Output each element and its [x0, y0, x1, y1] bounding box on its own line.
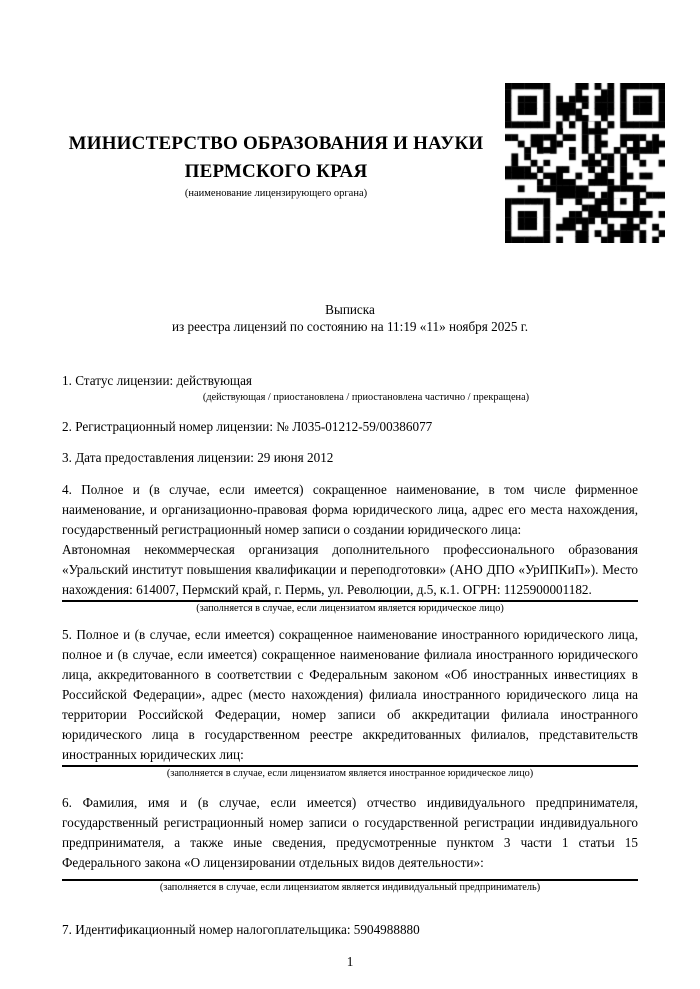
- item-5-foreign-entity-label: 5. Полное и (в случае, если имеется) сокращенное наименование иностранного юридического лица, полное и (в случае, если имеется) сокращенное наименование филиала иностранного юридического лица, аккредитованного в соответствии с Федеральным законом «Об иностранных инвестициях в Российской Федерации», адрес (место нахождения) филиала иностранного юридического лица на территории Российской Федерации, номер записи об аккредитации филиала иностранного юридического лица в государственном реестре аккредитованных филиалов, представительств иностранных юридических лиц:: [62, 627, 638, 762]
- item-2-registration-number: 2. Регистрационный номер лицензии: № Л035-01212-59/00386077: [62, 419, 433, 434]
- document-title-line1: Выписка: [325, 302, 375, 317]
- ministry-caption: (наименование лицензирующего органа): [184, 188, 368, 199]
- ministry-name-line1: МИНИСТЕРСТВО ОБРАЗОВАНИЯ И НАУКИ: [68, 133, 484, 154]
- item-3-license-date: 3. Дата предоставления лицензии: 29 июня 2012: [62, 450, 334, 465]
- item-1-license-status: 1. Статус лицензии: действующая: [62, 373, 253, 388]
- item-6-caption: (заполняется в случае, если лицензиатом является индивидуальный предприниматель): [159, 882, 541, 893]
- page-number: 1: [346, 954, 354, 969]
- item-4-legal-entity-value: Автономная некоммерческая организация дополнительного профессионального образования «Уральский институт повышения квалификации и переподготовки» (АНО ДПО «УрИПКиП»). Место нахождения: 614007, Пермский край, г. Пермь, ул. Революции, д.5, к.1. ОГРН: 1125900001182.: [62, 542, 638, 597]
- licensing-authority-block: [62, 130, 490, 200]
- ministry-name-line2: ПЕРМСКОГО КРАЯ: [184, 160, 368, 182]
- document-title: [62, 302, 638, 335]
- item-5-caption: (заполняется в случае, если лицензиатом является иностранное юридическое лицо): [166, 768, 534, 779]
- item-7-taxpayer-id: 7. Идентификационный номер налогоплательщика: 5904988880: [62, 922, 420, 937]
- qr-code-icon: [505, 83, 665, 243]
- item-1-caption: (действующая / приостановлена / приостановлена частично / прекращена): [202, 392, 530, 403]
- item-4-caption: (заполняется в случае, если лицензиатом является юридическое лицо): [196, 603, 504, 614]
- document-title-line2: из реестра лицензий по состоянию на 11:19 «11» ноября 2025 г.: [171, 318, 529, 334]
- item-4-legal-entity-label: 4. Полное и (в случае, если имеется) сокращенное наименование, в том числе фирменное наименование, и организационно-правовая форма юридического лица, адрес его места нахождения, государственный регистрационный номер записи о создании юридического лица:: [62, 482, 638, 537]
- item-6-individual-entrepreneur-label: 6. Фамилия, имя и (в случае, если имеется) отчество индивидуального предпринимателя, государственный регистрационный номер записи о государственной регистрации индивидуального предпринимателя, а также иные сведения, предусмотренные пунктом 3 части 1 статьи 15 Федерального закона «О лицензировании отдельных видов деятельности»:: [62, 795, 638, 870]
